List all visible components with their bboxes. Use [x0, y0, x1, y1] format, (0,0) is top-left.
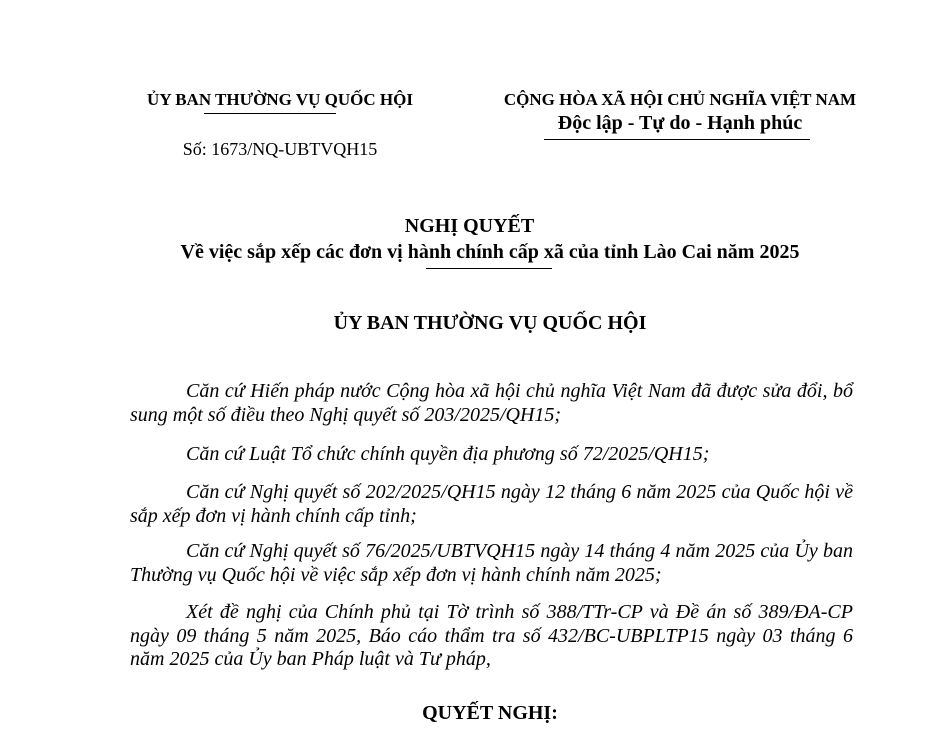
agency-underline	[204, 113, 336, 114]
preamble-paragraph: Căn cứ Luật Tổ chức chính quyền địa phương số 72/2025/QH15;	[186, 443, 710, 465]
issuer-heading: ỦY BAN THƯỜNG VỤ QUỐC HỘI	[333, 312, 647, 334]
decision-heading: QUYẾT NGHỊ:	[422, 702, 558, 724]
national-motto: Độc lập - Tự do - Hạnh phúc	[557, 112, 803, 134]
national-title: CỘNG HÒA XÃ HỘI CHỦ NGHĨA VIỆT NAM	[503, 90, 857, 109]
preamble-paragraph: Căn cứ Nghị quyết số 202/2025/QH15 ngày 12 tháng 6 năm 2025 của Quốc hội về sắp xếp đơn vị hành chính cấp tỉnh;	[130, 481, 853, 527]
document-number: Số: 1673/NQ-UBTVQH15	[182, 139, 378, 159]
document-subject: Về việc sắp xếp các đơn vị hành chính cấp xã của tỉnh Lào Cai năm 2025	[180, 241, 800, 263]
subject-underline	[426, 268, 552, 269]
preamble-paragraph: Căn cứ Hiến pháp nước Cộng hòa xã hội chủ nghĩa Việt Nam đã được sửa đổi, bổ sung một số điều theo Nghị quyết số 203/2025/QH15;	[130, 380, 853, 426]
motto-underline	[544, 139, 810, 140]
preamble-paragraph: Xét đề nghị của Chính phủ tại Tờ trình số 388/TTr-CP và Đề án số 389/ĐA-CP ngày 09 tháng 5 năm 2025, Báo cáo thẩm tra số 432/BC-UBPLTP15 ngày 03 tháng 6 năm 2025 của Ủy ban Pháp luật và Tư pháp,	[130, 601, 853, 670]
issuing-agency: ỦY BAN THƯỜNG VỤ QUỐC HỘI	[147, 90, 413, 109]
document-type: NGHỊ QUYẾT	[404, 215, 535, 237]
preamble-paragraph: Căn cứ Nghị quyết số 76/2025/UBTVQH15 ngày 14 tháng 4 năm 2025 của Ủy ban Thường vụ Quốc hội về việc sắp xếp đơn vị hành chính năm 2025;	[130, 540, 853, 586]
